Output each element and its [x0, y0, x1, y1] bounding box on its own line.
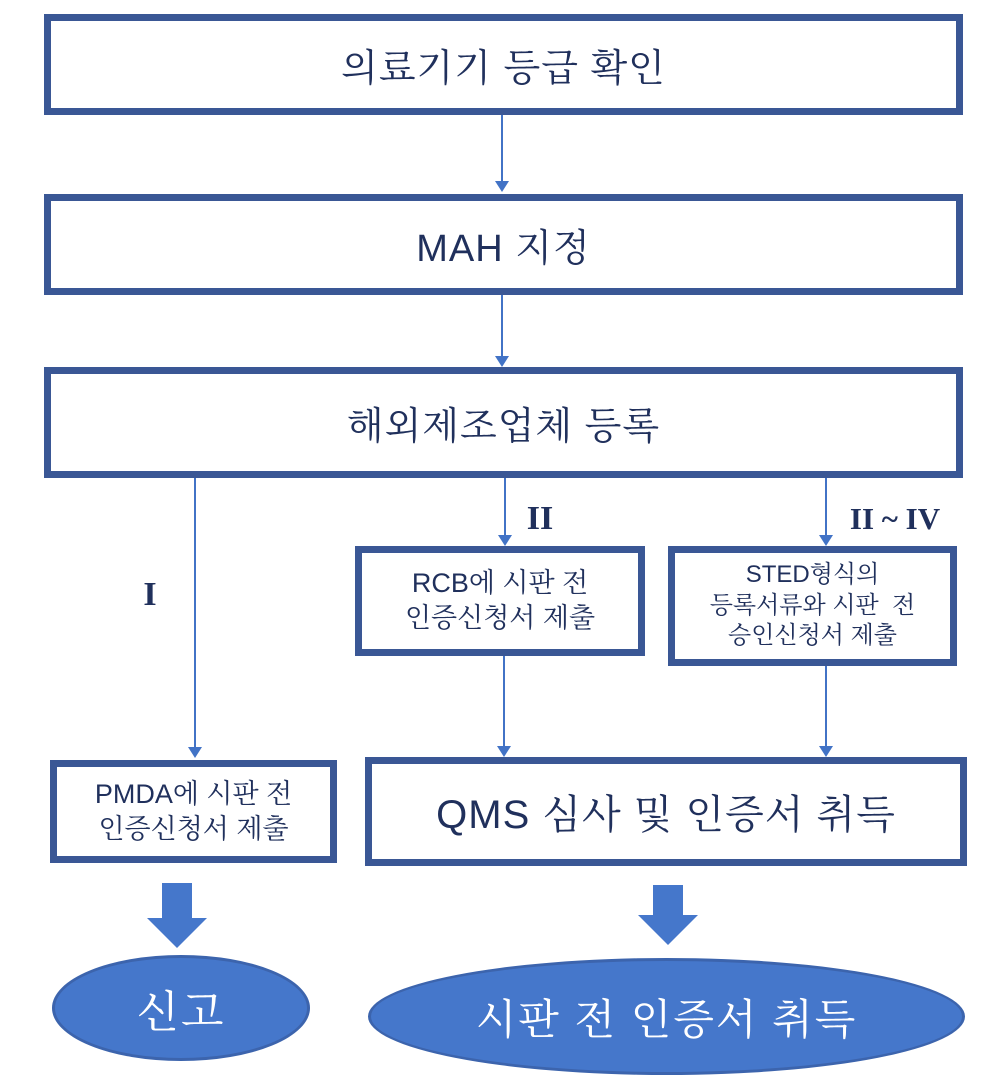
- node-sted-application: [668, 546, 957, 666]
- node-rcb-application: [355, 546, 645, 656]
- block-arrowhead-icon: [147, 918, 207, 948]
- branch-label-class1: I: [143, 576, 157, 613]
- connector-step2-step3: [501, 295, 503, 356]
- branch-label-class2: II: [526, 500, 554, 537]
- connector-step3-rcb: [504, 478, 506, 535]
- node-label: 의료기기 등급 확인: [341, 48, 666, 90]
- node-pmda-application: [50, 760, 337, 863]
- arrowhead-icon: [495, 181, 509, 192]
- node-qms-audit: [365, 757, 967, 866]
- connector-step1-step2: [501, 115, 503, 181]
- arrowhead-icon: [498, 535, 512, 546]
- node-label-line1: PMDA에 시판 전: [94, 778, 293, 809]
- arrowhead-icon: [819, 746, 833, 757]
- connector-step3-pmda: [194, 478, 196, 747]
- node-foreign-manufacturer-registration: [44, 367, 963, 478]
- node-label-line1: RCB에 시판 전: [411, 568, 589, 599]
- branch-label-class2-4: II ~ IV: [849, 501, 941, 536]
- connector-rcb-qms: [503, 656, 505, 746]
- node-label-line2: 인증신청서 제출: [98, 813, 289, 844]
- node-device-class-check: [44, 14, 963, 115]
- node-label-line2: 등록서류와 시판 전: [709, 591, 916, 619]
- node-label-line3: 승인신청서 제출: [728, 622, 897, 650]
- terminal-premarket-certificate: [368, 958, 965, 1075]
- terminal-label: 시판 전 인증서 취득: [475, 995, 858, 1043]
- arrowhead-icon: [188, 747, 202, 758]
- node-label-line1: STED형식의: [745, 561, 880, 589]
- block-arrow-icon: [653, 885, 683, 916]
- node-mah-designation: [44, 194, 963, 295]
- node-label: 해외제조업체 등록: [346, 406, 661, 448]
- connector-sted-qms: [825, 666, 827, 746]
- block-arrowhead-icon: [638, 915, 698, 945]
- node-label-line2: 인증신청서 제출: [404, 603, 596, 633]
- arrowhead-icon: [495, 356, 509, 367]
- terminal-notification: [52, 955, 310, 1061]
- arrowhead-icon: [497, 746, 511, 757]
- node-label: MAH 지정: [416, 228, 591, 270]
- arrowhead-icon: [819, 535, 833, 546]
- connector-step3-sted: [825, 478, 827, 535]
- terminal-label: 신고: [136, 988, 226, 1037]
- block-arrow-icon: [162, 883, 192, 919]
- node-label: QMS 심사 및 인증서 취득: [436, 793, 896, 837]
